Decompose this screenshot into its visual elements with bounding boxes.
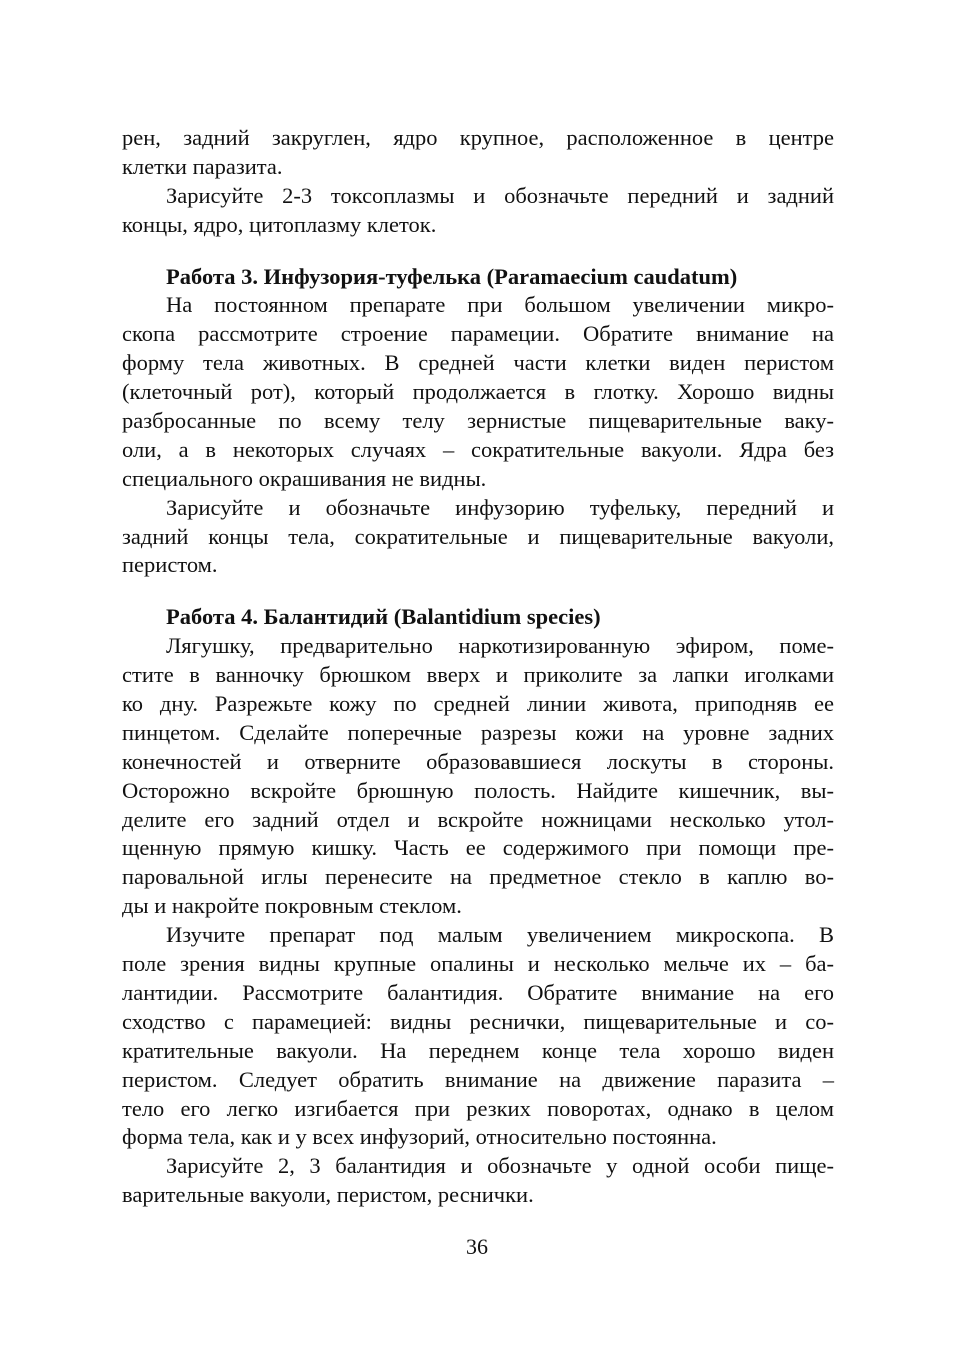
page-number: 36 xyxy=(466,1234,488,1259)
text-line: поле зрения видны крупные опалины и несколько мельче их – ба- xyxy=(122,951,834,977)
text-line: форма тела, как и у всех инфузорий, относительно постоянна. xyxy=(122,1124,717,1150)
text-line: Зарисуйте 2-3 токсоплазмы и обозначьте передний и задний xyxy=(166,182,834,208)
paragraph-balantidium-study xyxy=(122,921,834,1152)
text-line: форму тела животных. В средней части клетки виден перистом xyxy=(122,350,834,376)
paragraph-draw-balantidium xyxy=(122,1152,834,1210)
text-line: Зарисуйте 2, 3 балантидия и обозначьте у одной особи пище- xyxy=(166,1153,834,1179)
text-line: тело его легко изгибается при резких поворотах, однако в целом xyxy=(122,1095,834,1121)
text-line: сходство с парамецией: видны реснички, пищеварительные и со- xyxy=(122,1008,834,1034)
text-line: концы, ядро, цитоплазму клеток. xyxy=(122,211,437,237)
text-line: задний концы тела, сократительные и пищеварительные вакуоли, xyxy=(122,523,834,549)
text-line: оли, а в некоторых случаях – сократительные вакуоли. Ядра без xyxy=(122,436,834,462)
section-gap xyxy=(122,580,834,603)
text-line: делите его задний отдел и вскройте ножницами несколько утол- xyxy=(122,806,834,832)
text-line: скопа рассмотрите строение парамеции. Обратите внимание на xyxy=(122,321,834,347)
text-line: лантидии. Рассмотрите балантидия. Обратите внимание на его xyxy=(122,979,834,1005)
text-line: щенную прямую кишку. Часть ее содержимого при помощи пре- xyxy=(122,835,834,861)
text-line: разбросанные по всему телу зернистые пищеварительные ваку- xyxy=(122,408,834,434)
text-line: перистом. Следует обратить внимание на движение паразита – xyxy=(122,1066,834,1092)
paragraph-draw-toxoplasma xyxy=(122,182,834,240)
text-line: специального окрашивания не видны. xyxy=(122,465,487,491)
text-line: Изучите препарат под малым увеличением микроскопа. В xyxy=(166,922,834,948)
text-line: ды и накройте покровным стеклом. xyxy=(122,893,462,919)
text-line: конечностей и отверните образовавшиеся лоскуты в стороны. xyxy=(122,748,834,774)
text-line: (клеточный рот), который продолжается в глотку. Хорошо видны xyxy=(122,379,834,405)
text-line: стите в ванночку брюшком вверх и приколите за лапки иголками xyxy=(122,662,834,688)
text-line: Зарисуйте и обозначьте инфузорию туфельку, передний и xyxy=(166,494,834,520)
text-line: ко дну. Разрежьте кожу по средней линии живота, приподняв ее xyxy=(122,691,834,717)
paragraph-frog-dissection xyxy=(122,632,834,921)
text-line: кратительные вакуоли. На переднем конце тела хорошо виден xyxy=(122,1037,834,1063)
paragraph-paramecium xyxy=(122,291,834,493)
page-body xyxy=(122,124,834,1210)
section-gap xyxy=(122,240,834,263)
text-line: клетки паразита. xyxy=(122,153,283,179)
text-line: паровальной иглы перенесите на предметное стекло в каплю во- xyxy=(122,864,834,890)
text-line: варительные вакуоли, перистом, реснички. xyxy=(122,1182,534,1208)
text-line: перистом. xyxy=(122,552,218,578)
text-line: Лягушку, предварительно наркотизированную эфиром, поме- xyxy=(166,633,834,659)
section-heading-work-3: Работа 3. Инфузория-туфелька (Paramaecium caudatum) xyxy=(166,263,738,289)
section-heading-work-4: Работа 4. Балантидий (Balantidium species) xyxy=(166,604,601,630)
paragraph-draw-paramecium xyxy=(122,494,834,581)
text-line: На постоянном препарате при большом увеличении микро- xyxy=(166,292,834,318)
paragraph-continuation xyxy=(122,124,834,182)
text-line: пинцетом. Сделайте поперечные разрезы кожи на уровне задних xyxy=(122,719,834,745)
text-line: Осторожно вскройте брюшную полость. Найдите кишечник, вы- xyxy=(122,777,834,803)
text-line: рен, задний закруглен, ядро крупное, расположенное в центре xyxy=(122,125,834,150)
